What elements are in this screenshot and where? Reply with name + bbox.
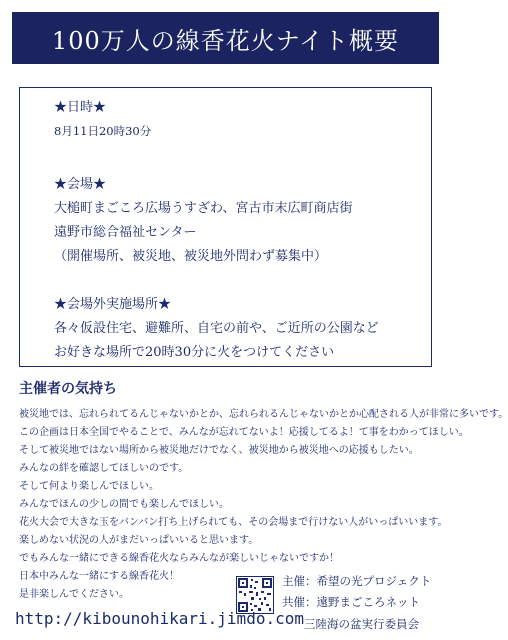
message-line: 花火大会で大きな玉をバンバン打ち上げられても、その会場まで行けない人がいっぱいいます。 xyxy=(19,517,448,528)
venue-header: ★会場★ xyxy=(54,177,107,192)
page-title: 100万人の線香花火ナイト概要 xyxy=(51,26,400,55)
venue-line-1: 大槌町まごころ広場うすざわ、宮古市末広町商店街 xyxy=(54,201,353,216)
venue-line-3: （開催場所、被災地、被災地外問わず募集中） xyxy=(54,249,328,264)
organizer-credit: 主催：希望の光プロジェクト xyxy=(282,574,432,588)
venue-line-2: 遠野市総合福祉センター xyxy=(54,225,197,240)
date-header: ★日時★ xyxy=(54,100,107,115)
co-organizer-credit: 共催：遠野まごころネット xyxy=(282,595,420,609)
message-line: 被災地では、忘れられてるんじゃないかとか、忘れられるんじゃないかとか心配される人が非常に多いです。 xyxy=(19,409,508,420)
message-line: そして被災地ではない場所から被災地だけでなく、被災地から被災地への応援もしたい。 xyxy=(19,445,419,456)
title-banner xyxy=(12,12,439,64)
committee-credit: 三陸海の盆実行委員会 xyxy=(304,617,419,631)
message-line: この企画は日本全国でやることで、みんなが忘れてないよ！応援してるよ！て事をわかってほしい。 xyxy=(19,427,469,438)
message-line: みんなの絆を確認してほしいのです。 xyxy=(19,463,189,474)
message-line: 楽しめない状況の人がまだいっぱいいると思います。 xyxy=(19,535,259,546)
message-line: 日本中みんな一緒にする線香花火！ xyxy=(19,571,179,582)
outside-venue-line-1: 各々仮設住宅、避難所、自宅の前や、ご近所の公園など xyxy=(54,321,379,336)
message-line: みんなでほんの少しの間でも楽しんでほしい。 xyxy=(19,499,229,510)
outside-venue-header: ★会場外実施場所★ xyxy=(54,297,172,312)
website-link[interactable]: http://kibounohikari.jimdo.com xyxy=(15,609,304,628)
message-line: そして何より楽しんでほしい。 xyxy=(19,481,159,492)
date-value: 8月11日20時30分 xyxy=(54,124,152,138)
message-heading: 主催者の気持ち xyxy=(19,381,117,397)
message-line: 是非楽しんでください。 xyxy=(19,589,129,600)
outside-venue-line-2: お好きな場所で20時30分に火をつけてください xyxy=(54,345,335,360)
message-line: でもみんな一緒にできる線香花火ならみんなが楽しいじゃないですか！ xyxy=(19,553,339,564)
event-info-box xyxy=(19,87,432,367)
